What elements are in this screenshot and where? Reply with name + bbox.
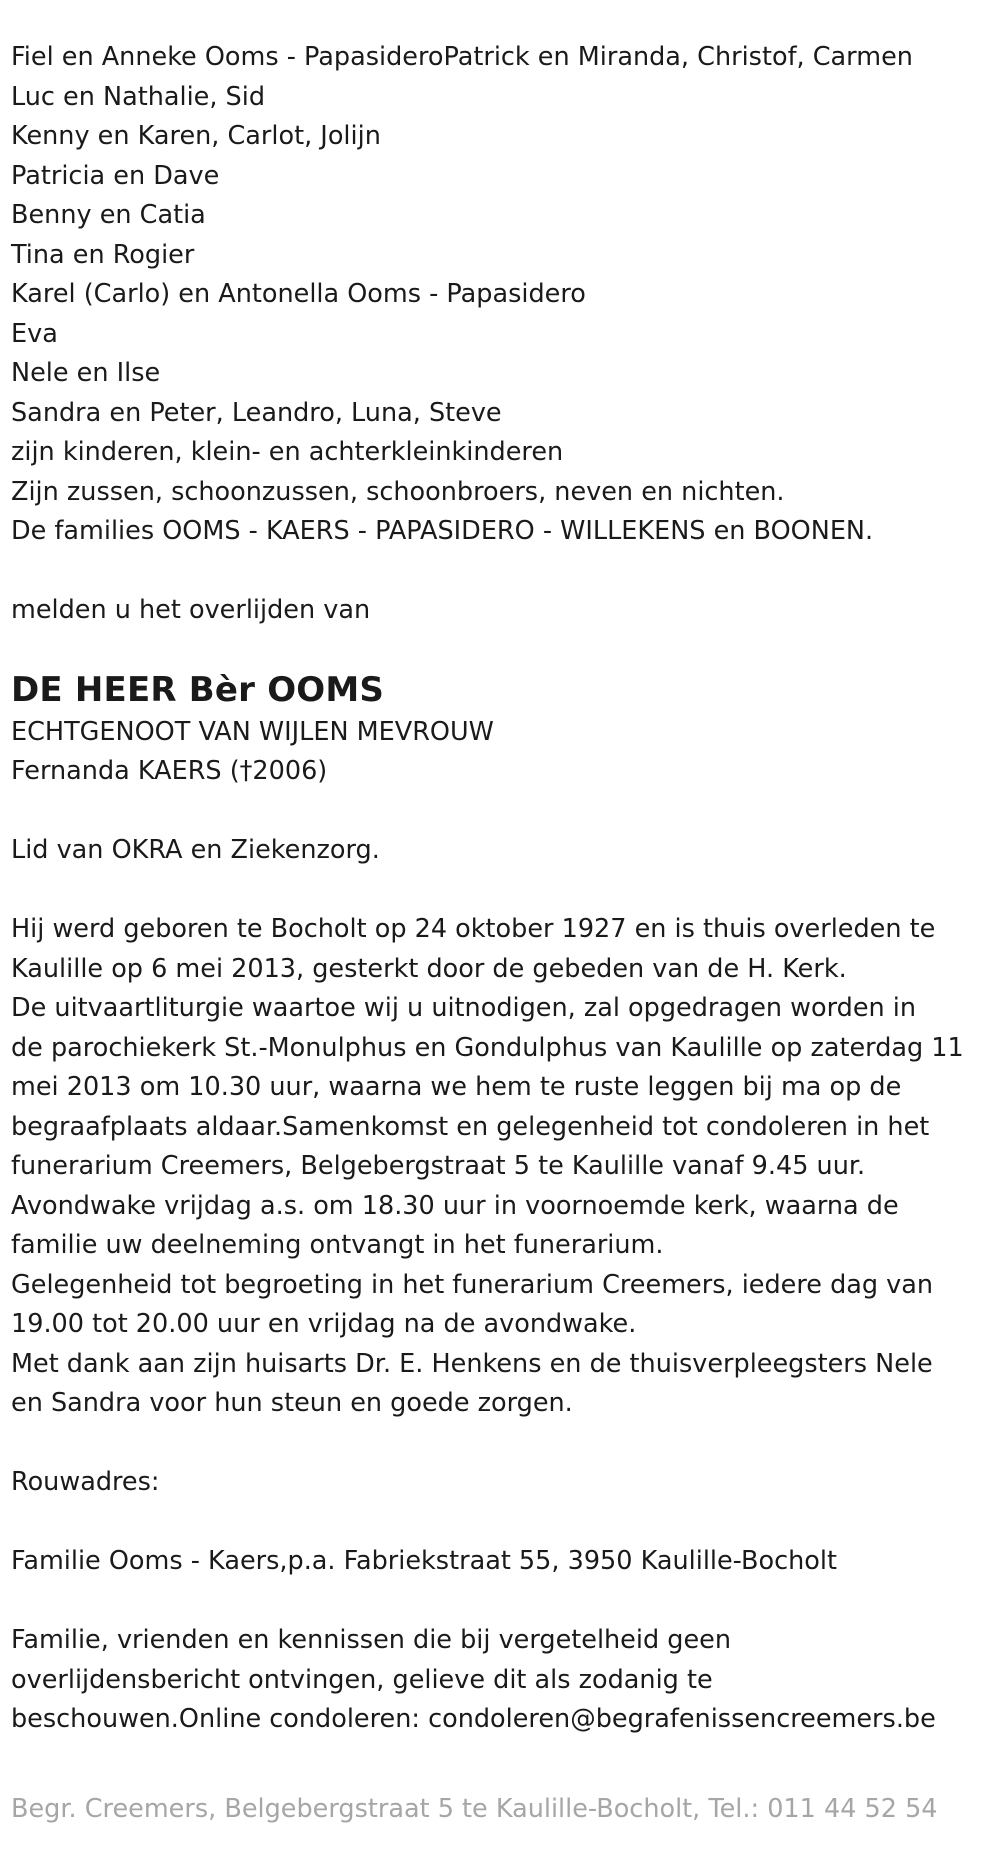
body-line: mei 2013 om 10.30 uur, waarna we hem te ruste leggen bij ma op de <box>11 1072 902 1102</box>
body-line: Met dank aan zijn huisarts Dr. E. Henkens en de thuisverpleegsters Nele <box>11 1348 933 1379</box>
spacer <box>11 1503 1000 1543</box>
family-line: Kenny en Karen, Carlot, Jolijn <box>11 121 381 151</box>
spouse-line: Fernanda KAERS (†2006) <box>11 756 328 786</box>
family-line: Benny en Catia <box>11 200 206 230</box>
body-line: begraafplaats aldaar.Samenkomst en gelegenheid tot condoleren in het <box>11 1111 930 1142</box>
family-line: Eva <box>11 318 58 349</box>
family-line: Nele en Ilse <box>11 358 161 388</box>
family-line: Karel (Carlo) en Antonella Ooms - Papasidero <box>11 279 586 309</box>
family-line: Zijn zussen, schoonzussen, schoonbroers, neven en nichten. <box>11 476 785 507</box>
body-line: en Sandra voor hun steun en goede zorgen. <box>11 1388 573 1418</box>
funeral-home-footer: Begr. Creemers, Belgebergstraat 5 te Kaulille-Bocholt, Tel.: 011 44 52 54 <box>11 1794 938 1824</box>
spacer <box>11 871 1000 911</box>
spacer <box>11 631 1000 661</box>
spacer <box>11 1582 1000 1622</box>
family-list <box>11 38 1000 552</box>
spacer <box>11 792 1000 832</box>
body-line: funerarium Creemers, Belgebergstraat 5 te Kaulille vanaf 9.45 uur. <box>11 1151 866 1181</box>
spouse-line: ECHTGENOOT VAN WIJLEN MEVROUW <box>11 716 494 747</box>
announcement-line: melden u het overlijden van <box>11 595 371 625</box>
family-line: Tina en Rogier <box>11 239 195 270</box>
closing-line: overlijdensbericht ontvingen, gelieve dit als zodanig te <box>11 1664 713 1695</box>
body-line: 19.00 tot 20.00 uur en vrijdag na de avondwake. <box>11 1309 637 1339</box>
body-line: Hij werd geboren te Bocholt op 24 oktober 1927 en is thuis overleden te <box>11 914 936 944</box>
body-line: Gelegenheid tot begroeting in het funerarium Creemers, iedere dag van <box>11 1269 934 1300</box>
body-line: Kaulille op 6 mei 2013, gesterkt door de gebeden van de H. Kerk. <box>11 953 847 984</box>
family-line: Fiel en Anneke Ooms - PapasideroPatrick en Miranda, Christof, Carmen <box>11 42 913 72</box>
address-label: Rouwadres: <box>11 1467 160 1497</box>
deceased-name: DE HEER Bèr OOMS <box>11 669 385 710</box>
membership-line: Lid van OKRA en Ziekenzorg. <box>11 835 380 865</box>
obituary-body <box>11 910 1000 1424</box>
spacer <box>11 552 1000 592</box>
family-line: Patricia en Dave <box>11 160 220 191</box>
family-line: Luc en Nathalie, Sid <box>11 81 266 112</box>
address-line: Familie Ooms - Kaers,p.a. Fabriekstraat 55, 3950 Kaulille-Bocholt <box>11 1546 837 1576</box>
family-line: De families OOMS - KAERS - PAPASIDERO - WILLEKENS en BOONEN. <box>11 516 874 546</box>
closing-line: Familie, vrienden en kennissen die bij vergetelheid geen <box>11 1625 731 1655</box>
closing-line: beschouwen.Online condoleren: condoleren@begrafenissencreemers.be <box>11 1704 936 1734</box>
body-line: familie uw deelneming ontvangt in het funerarium. <box>11 1230 664 1260</box>
family-line: Sandra en Peter, Leandro, Luna, Steve <box>11 397 502 428</box>
body-line: De uitvaartliturgie waartoe wij u uitnodigen, zal opgedragen worden in <box>11 993 917 1023</box>
body-line: de parochiekerk St.-Monulphus en Gondulphus van Kaulille op zaterdag 11 <box>11 1032 964 1063</box>
spacer <box>11 1424 1000 1464</box>
family-line: zijn kinderen, klein- en achterkleinkinderen <box>11 437 564 467</box>
closing-note <box>11 1621 1000 1740</box>
body-line: Avondwake vrijdag a.s. om 18.30 uur in voornoemde kerk, waarna de <box>11 1190 899 1221</box>
